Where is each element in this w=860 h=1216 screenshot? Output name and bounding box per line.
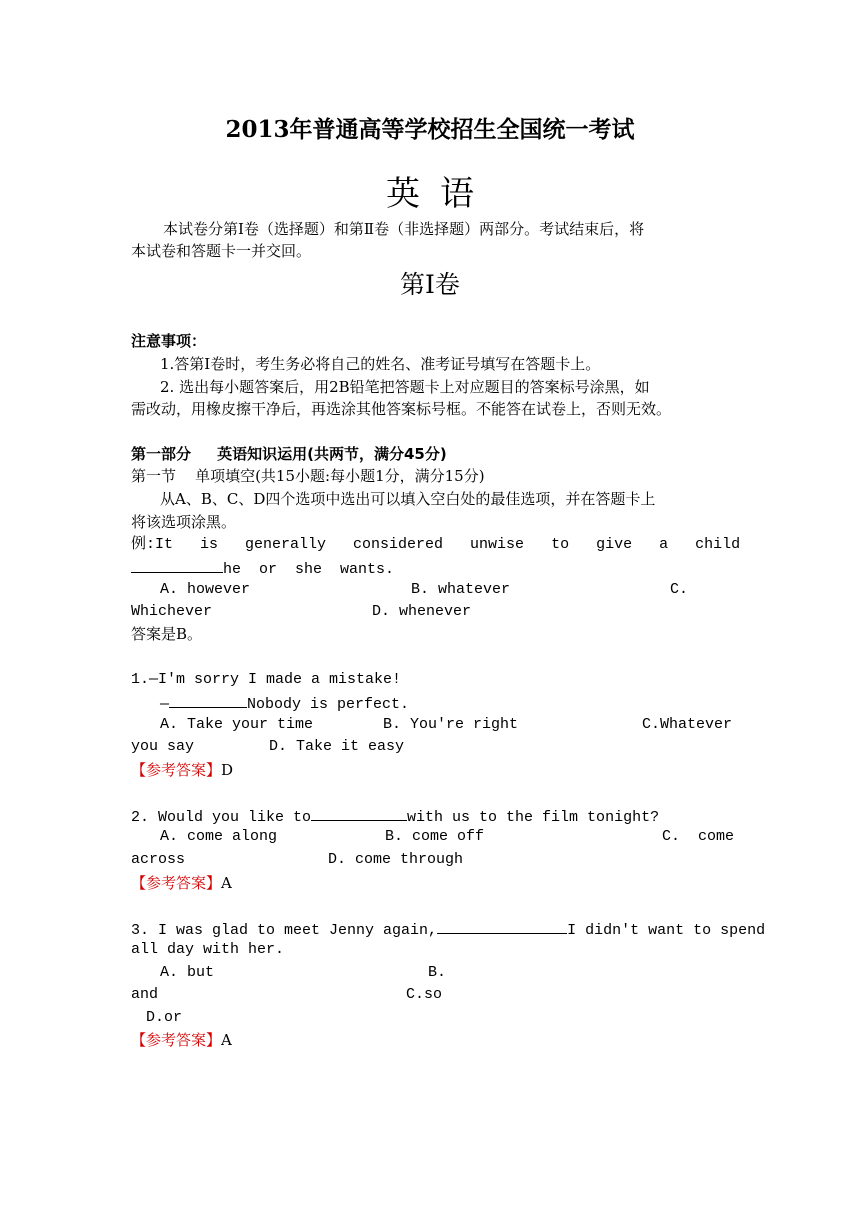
question-2-option-c: C. come (662, 828, 735, 845)
example-answer: 答案是B。 (131, 625, 203, 643)
example-option-a: A. however (160, 581, 251, 598)
question-1-line-2: — Nobody is perfect. (160, 692, 409, 715)
question-1-option-b: B. You're right (383, 716, 519, 733)
exam-title: 2013年普通高等学校招生全国统一考试 (225, 116, 635, 143)
example-line-2: he or she wants. (131, 557, 394, 580)
question-3-line-1: 3. I was glad to meet Jenny again, I didn't want to spend (131, 918, 765, 941)
answer-blank (169, 692, 247, 708)
volume-title: 第Ⅰ卷 (400, 270, 460, 299)
question-2-option-d: D. come through (328, 851, 464, 868)
notice-item-2-line-2: 需改动，用橡皮擦干净后，再选涂其他答案标号框。不能答在试卷上，否则无效。 (131, 400, 672, 418)
question-3-option-d: D.or (146, 1009, 183, 1026)
question-3-option-b-word: and (131, 986, 159, 1003)
example-option-b: B. whatever (411, 581, 511, 598)
instruction-line-1: 从A、B、C、D四个选项中选出可以填入空白处的最佳选项，并在答题卡上 (160, 490, 656, 508)
question-1-option-a: A. Take your time (160, 716, 314, 733)
notice-item-2-line-1: 2. 选出每小题答案后，用2B铅笔把答题卡上对应题目的答案标号涂黑，如 (160, 378, 650, 396)
answer-blank (311, 805, 407, 821)
question-1-option-c-cont: you say (131, 738, 195, 755)
section-1-heading: 第一节 单项填空(共15小题:每小题1分，满分15分) (131, 467, 485, 485)
example-line-1: 例:It is generally considered unwise to give a child (131, 536, 741, 553)
question-3-line-2: all day with her. (131, 941, 285, 958)
question-3-option-c: C.so (406, 986, 443, 1003)
notice-heading: 注意事项： (131, 332, 207, 350)
question-2-line-1: 2. Would you like to with us to the film tonight? (131, 805, 659, 828)
instruction-line-2: 将该选项涂黑。 (131, 513, 237, 531)
intro-line-1: 本试卷分第Ⅰ卷（选择题）和第Ⅱ卷（非选择题）两部分。考试结束后，将 (163, 220, 645, 238)
question-2-answer: 【参考答案】A (131, 874, 232, 892)
question-3-option-b: B. (428, 964, 447, 981)
question-2-option-b: B. come off (385, 828, 485, 845)
example-option-c-word: Whichever (131, 603, 213, 620)
question-1-option-c: C.Whatever (642, 716, 733, 733)
notice-item-1: 1.答第Ⅰ卷时，考生务必将自己的姓名、准考证号填写在答题卡上。 (160, 355, 601, 373)
subject-title: 英语 (386, 174, 494, 214)
answer-blank (437, 918, 567, 934)
question-1-answer: 【参考答案】D (131, 761, 234, 779)
part-1-heading: 第一部分 英语知识运用(共两节，满分45分) (131, 445, 447, 463)
question-3-option-a: A. but (160, 964, 215, 981)
example-option-d: D. whenever (372, 603, 472, 620)
intro-line-2: 本试卷和答题卡一并交回。 (131, 242, 312, 260)
question-2-option-a: A. come along (160, 828, 278, 845)
question-1-line-1: 1.—I'm sorry I made a mistake! (131, 671, 402, 688)
question-3-answer: 【参考答案】A (131, 1031, 232, 1049)
question-2-option-c-cont: across (131, 851, 186, 868)
example-option-c: C. (670, 581, 689, 598)
answer-blank (131, 557, 223, 573)
question-1-option-d: D. Take it easy (269, 738, 405, 755)
